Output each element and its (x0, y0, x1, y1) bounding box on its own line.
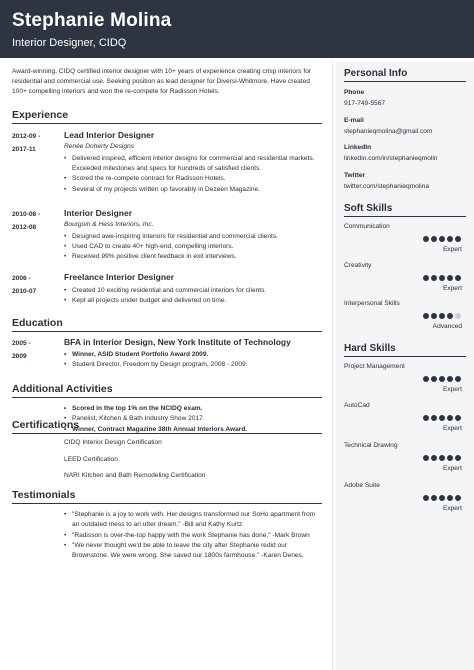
rating-dot (447, 236, 453, 242)
skill-level: Expert (442, 465, 462, 472)
list-item: • Received 99% positive client feedback in exit interviews. (64, 252, 322, 262)
rating-dot (455, 415, 461, 421)
certification-item: CIDQ Interior Design Certification (64, 439, 162, 446)
skill-name: Communication (344, 223, 390, 230)
certification-item: LEED Certification (64, 456, 118, 463)
skill-rating (423, 236, 461, 242)
activities-section (12, 383, 322, 403)
rating-dot (439, 313, 445, 319)
twitter-label: Twitter (344, 172, 366, 179)
certifications-heading: Certifications (12, 419, 322, 434)
list-item: • Scored in the top 1% on the NCIDQ exam. (64, 404, 322, 414)
rating-dot (439, 275, 445, 281)
rating-dot (455, 313, 461, 319)
rating-dot (431, 376, 437, 382)
rating-dot (447, 415, 453, 421)
skill-name: Adobe Suite (344, 482, 380, 489)
education-bullets (64, 350, 322, 370)
email-value: stephanieqmolina@gmail.com (344, 128, 433, 135)
list-item: • Delivered inspired, efficient interior designs for commercial and residential markets. Exceeded milestones and specs for hundreds of satisfied clients. (64, 154, 322, 174)
column-divider (332, 62, 333, 670)
rating-dot (431, 236, 437, 242)
rating-dot (431, 455, 437, 461)
testimonials-heading: Testimonials (12, 489, 322, 504)
job-title: Freelance Interior Designer (64, 272, 175, 282)
date-start: 2012-09 - (12, 133, 41, 140)
skill-level: Expert (442, 285, 462, 292)
rating-dot (423, 313, 429, 319)
rating-dot (423, 236, 429, 242)
list-item: • Created 10 exciting residential and commercial interiors for clients. (64, 286, 322, 296)
experience-section (12, 109, 322, 129)
personal-info-heading: Personal Info (344, 68, 466, 82)
candidate-role: Interior Designer, CIDQ (12, 37, 127, 49)
activities-heading: Additional Activities (12, 383, 322, 398)
soft-skills-heading: Soft Skills (344, 203, 466, 217)
job-bullets (64, 154, 322, 195)
list-item: • Several of my projects written up favorably in Dezeen Magazine. (64, 185, 322, 195)
education-section (12, 317, 322, 337)
phone-value: 917-749-5567 (344, 100, 386, 107)
skill-name: Creativity (344, 262, 372, 269)
main-column (12, 67, 322, 560)
skill-level: Expert (442, 505, 462, 512)
rating-dot (423, 495, 429, 501)
rating-dot (447, 313, 453, 319)
rating-dot (431, 313, 437, 319)
rating-dot (423, 376, 429, 382)
rating-dot (455, 376, 461, 382)
linkedin-value: linkedin.com/in/stephanieqmolin (344, 155, 438, 162)
job-bullets (64, 232, 322, 263)
skill-name: Interpersonal Skills (344, 300, 400, 307)
skill-name: AutoCad (344, 402, 370, 409)
list-item: • "Stephanie is a joy to work with. Her designs transformed our SoHo apartment from an outdated mess to an utter dream." -Bill and Kathy Kurtz (64, 510, 322, 531)
list-item: • Scored the re-compete contract for Radisson Hotels. (64, 174, 322, 184)
list-item: • Designed awe-inspiring interiors for residential and commercial clients. (64, 232, 322, 242)
date-end: 2009 (12, 353, 27, 360)
date-end: 2012-08 (12, 224, 37, 231)
twitter-value: twitter.com/stephanieqmolina (344, 183, 430, 190)
rating-dot (439, 415, 445, 421)
date-start: 2005 - (12, 340, 31, 347)
skill-level: Expert (442, 425, 462, 432)
skill-rating (423, 275, 461, 281)
experience-heading: Experience (12, 109, 322, 124)
rating-dot (455, 455, 461, 461)
skill-rating (423, 415, 461, 421)
profile-summary: Award-winning, CIDQ certified interior designer with 10+ years of experience creating crisp interiors for residential and commercial use. Seeking position as lead designer for Diversi-Whitmore. Have created 100+ compelling interiors and won the re-compete for Radisson Hotels. (12, 68, 312, 95)
skill-level: Expert (442, 386, 462, 393)
job-bullets (64, 286, 322, 306)
date-end: 2017-11 (12, 146, 36, 153)
phone-label: Phone (344, 89, 365, 96)
testimonials-section (12, 489, 322, 509)
certification-item: NARI Kitchen and Bath Remodeling Certification (64, 472, 206, 479)
list-item: • Used CAD to create 40+ high-end, compelling interiors. (64, 242, 322, 252)
rating-dot (455, 236, 461, 242)
date-end: 2010-07 (12, 288, 37, 295)
skill-name: Technical Drawing (344, 442, 398, 449)
rating-dot (431, 415, 437, 421)
email-label: E-mail (344, 117, 364, 124)
skill-rating (423, 313, 461, 319)
list-item: • "We never thought we'd be able to leave the city after Stephanie redid our Brownstone. We were wrong. She saved our 1800s farmhouse." -Karen Denes. (64, 541, 322, 562)
skill-name: Project Management (344, 363, 405, 370)
rating-dot (439, 495, 445, 501)
skill-level: Advanced (432, 323, 462, 330)
skill-rating (423, 495, 461, 501)
rating-dot (423, 415, 429, 421)
rating-dot (447, 495, 453, 501)
company-name: Bourgoin & Hess Interiors, Inc. (64, 221, 154, 228)
list-item: • Kept all projects under budget and delivered on time. (64, 296, 322, 306)
list-item: • "Radisson is over-the-top happy with the work Stephanie has done." -Mark Brown (64, 531, 322, 541)
rating-dot (431, 495, 437, 501)
list-item: • Panelist, Kitchen & Bath Industry Show 2017. (64, 414, 322, 424)
skill-rating (423, 376, 461, 382)
rating-dot (455, 275, 461, 281)
date-start: 2010-08 - (12, 211, 41, 218)
date-start: 2006 - (12, 275, 31, 282)
rating-dot (423, 455, 429, 461)
testimonials-list (64, 510, 322, 561)
degree-title: BFA in Interior Design, New York Institute of Technology (64, 337, 291, 347)
rating-dot (447, 275, 453, 281)
rating-dot (455, 495, 461, 501)
rating-dot (431, 275, 437, 281)
job-title: Interior Designer (64, 208, 133, 218)
company-name: Renée Doherty Designs (64, 143, 135, 150)
resume-header (0, 0, 474, 58)
education-heading: Education (12, 317, 322, 332)
list-item: • Winner, ASID Student Portfolio Award 2009. (64, 350, 322, 360)
rating-dot (447, 376, 453, 382)
list-item: • Student Director, Freedom by Design program, 2008 - 2009. (64, 360, 322, 370)
candidate-name: Stephanie Molina (12, 10, 172, 31)
hard-skills-heading: Hard Skills (344, 343, 466, 357)
certifications-section (12, 419, 322, 439)
rating-dot (447, 455, 453, 461)
job-title: Lead Interior Designer (64, 130, 155, 140)
rating-dot (423, 275, 429, 281)
list-item: • Winner, Contract Magazine 38th Annual Interiors Award. (64, 425, 322, 435)
rating-dot (439, 236, 445, 242)
skill-rating (423, 455, 461, 461)
rating-dot (439, 376, 445, 382)
sidebar (336, 62, 474, 670)
linkedin-label: LinkedIn (344, 144, 372, 151)
rating-dot (439, 455, 445, 461)
skill-level: Expert (442, 246, 462, 253)
